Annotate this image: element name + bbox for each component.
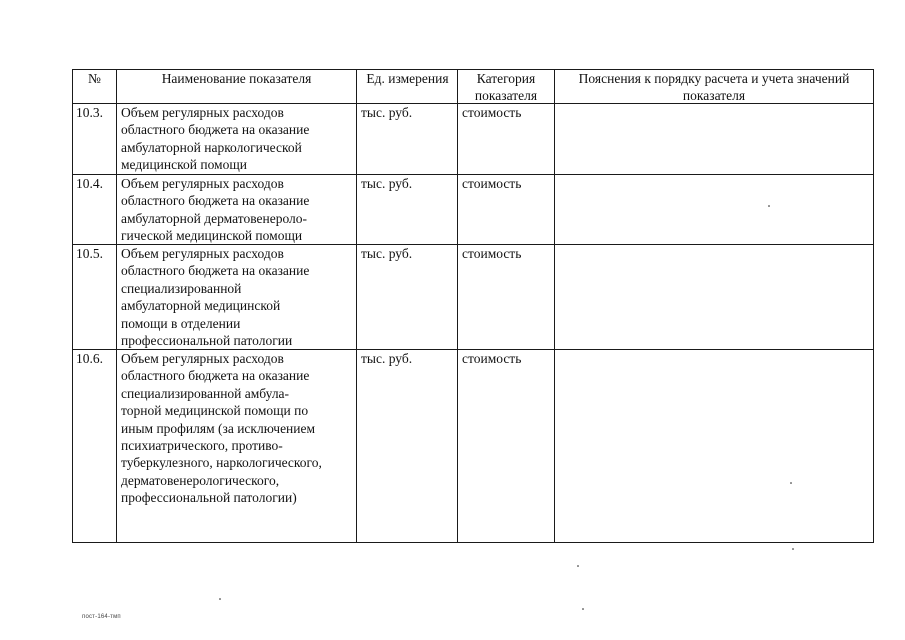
- scan-speck: [768, 205, 770, 207]
- row-indicator-name: Объем регулярных расходов областного бюджета на оказание амбулаторной дерматовенероло- гической медицинской помощи: [121, 176, 310, 244]
- header-category: Категория показателя: [474, 71, 538, 104]
- scan-speck: [582, 608, 584, 610]
- indicator-table: [72, 69, 874, 543]
- column-divider: [457, 70, 458, 542]
- row-category: стоимость: [462, 176, 522, 191]
- document-footer-code: пост-164-тмп: [82, 614, 121, 620]
- row-indicator-name: Объем регулярных расходов областного бюджета на оказание амбулаторной наркологической медицинской помощи: [121, 105, 310, 173]
- scan-speck: [577, 565, 579, 567]
- row-number: 10.4.: [76, 176, 103, 191]
- header-explanation: Пояснения к порядку расчета и учета значений показателя: [578, 71, 850, 104]
- scan-speck: [790, 482, 792, 484]
- row-number: 10.3.: [76, 105, 103, 120]
- header-unit: Ед. измерения: [366, 71, 449, 86]
- column-divider: [116, 70, 117, 542]
- column-divider: [554, 70, 555, 542]
- scan-speck: [219, 598, 221, 600]
- row-number: 10.6.: [76, 351, 103, 366]
- header-number: №: [88, 71, 101, 86]
- row-indicator-name: Объем регулярных расходов областного бюджета на оказание специализированной амбула- торной медицинской помощи по иным профилям (за исключением психиатрического, противо- туберкулезного, наркологического, дерматовенерологического, профессиональной патологии): [121, 351, 322, 506]
- row-category: стоимость: [462, 105, 522, 120]
- row-number: 10.5.: [76, 246, 103, 261]
- header-name: Наименование показателя: [161, 71, 312, 86]
- row-category: стоимость: [462, 351, 522, 366]
- scan-speck: [792, 548, 794, 550]
- row-unit: тыс. руб.: [361, 351, 413, 366]
- row-unit: тыс. руб.: [361, 105, 413, 120]
- row-unit: тыс. руб.: [361, 246, 413, 261]
- row-category: стоимость: [462, 246, 522, 261]
- row-unit: тыс. руб.: [361, 176, 413, 191]
- column-divider: [356, 70, 357, 542]
- row-indicator-name: Объем регулярных расходов областного бюджета на оказание специализированной амбулаторной медицинской помощи в отделении профессиональной патологии: [121, 246, 310, 349]
